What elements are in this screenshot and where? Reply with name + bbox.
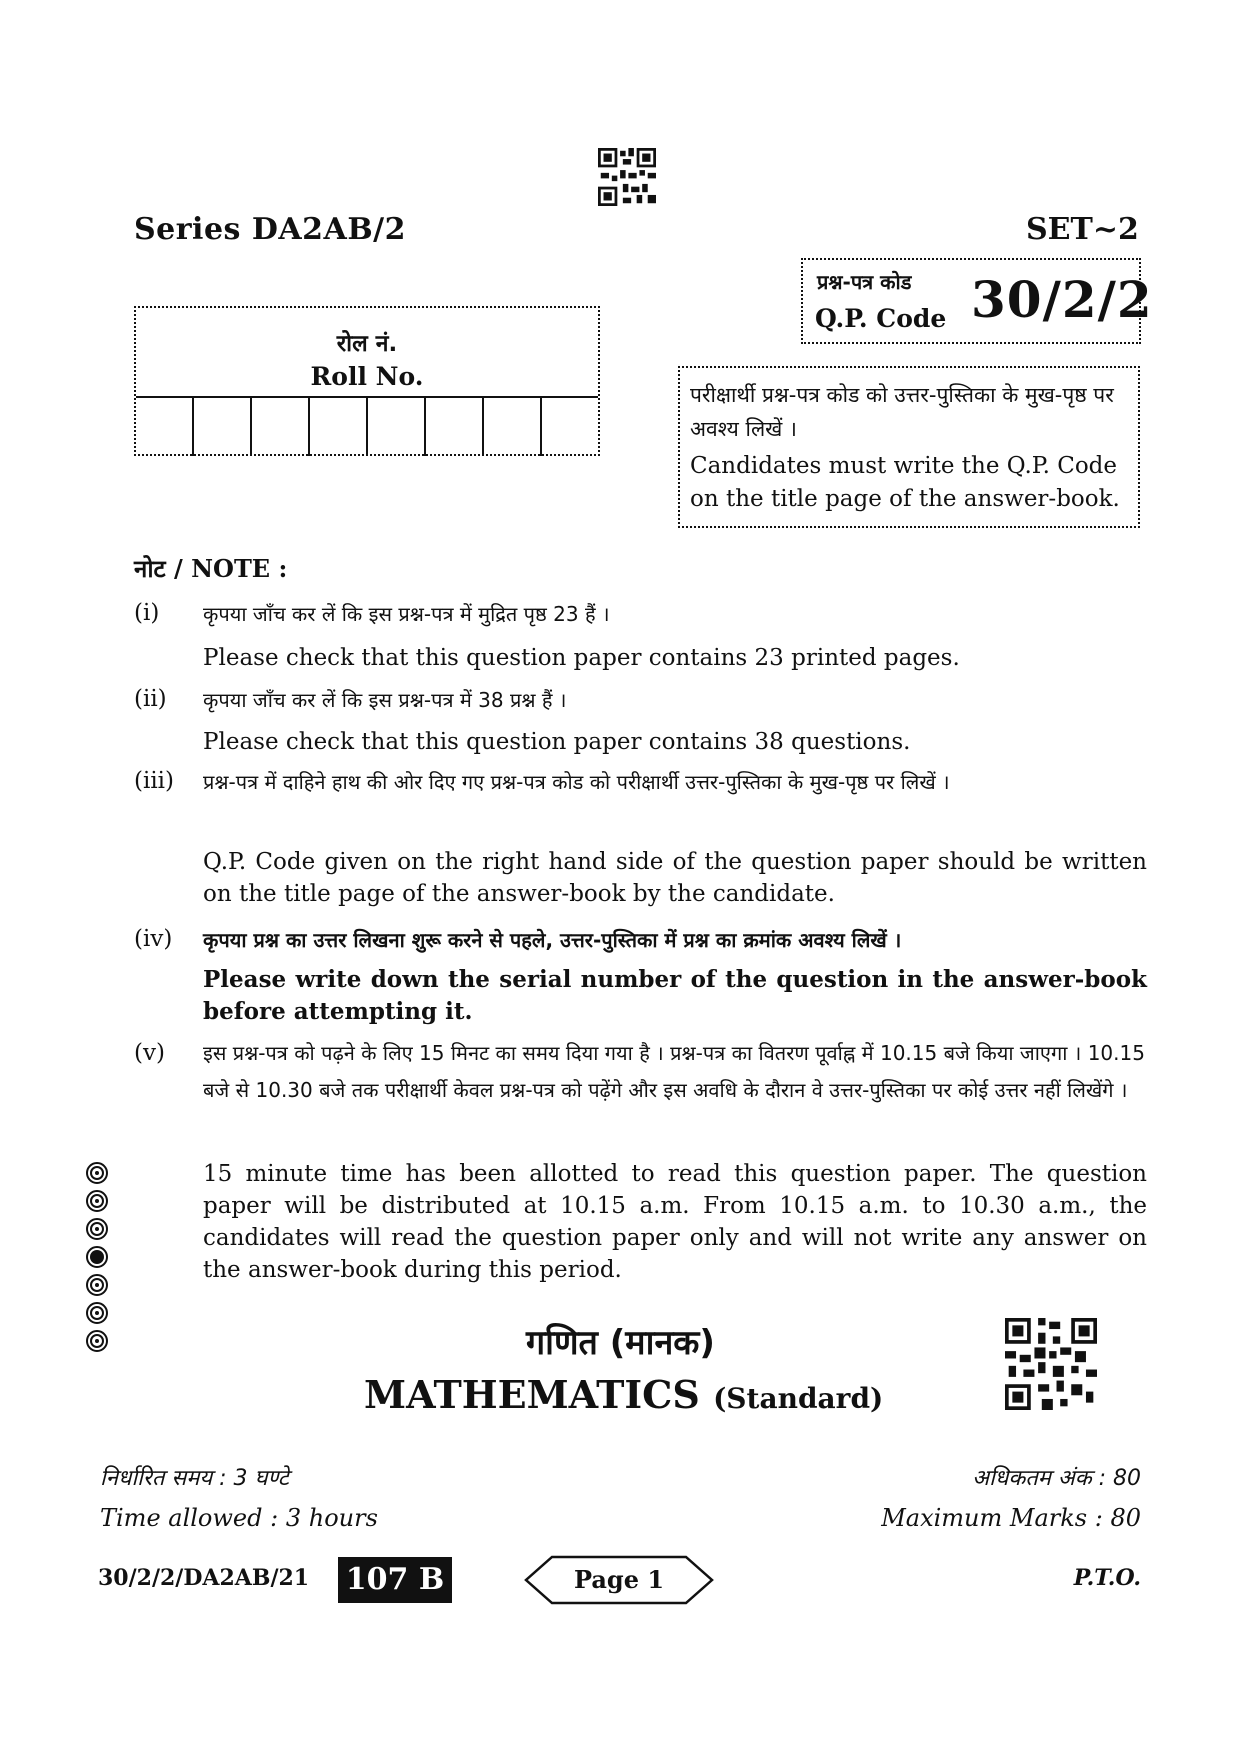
roll-label-en: Roll No. [310, 362, 424, 391]
note-item-en: 15 minute time has been allotted to read this question paper. The question paper will be distributed at 10.15 a.m. From 10.15 a.m. to 10.30 a.m., the candidates will read the question paper only and will not write any answer on the answer-book during this period. [203, 1161, 1147, 1283]
note-item-en: Q.P. Code given on the right hand side of the question paper should be written on the title page of the answer-book by the candidate. [203, 849, 1147, 907]
roll-cell[interactable] [194, 398, 252, 456]
roll-cell[interactable] [136, 398, 194, 456]
roll-cell[interactable] [252, 398, 310, 456]
qp-code-label-en: Q.P. Code [815, 304, 947, 333]
subject-sub: (Standard) [713, 1382, 884, 1415]
roll-number-cells [136, 396, 598, 456]
qr-code-top-icon [596, 148, 658, 206]
note-item-hi: कृपया प्रश्न का उत्तर लिखना शुरू करने से पहले, उत्तर-पुस्तिका में प्रश्न का क्रमांक अवश्य लिखें । [203, 928, 902, 952]
note-item-en: Please write down the serial number of the question in the answer-book before attempting it. [203, 966, 1147, 1025]
set-label: SET~2 [1026, 212, 1139, 247]
page-number-label: Page 1 [573, 1565, 665, 1594]
note-item-number: (iv) [134, 926, 173, 952]
roll-cell[interactable] [426, 398, 484, 456]
note-item-hi: प्रश्न-पत्र में दाहिने हाथ की ओर दिए गए प्रश्न-पत्र कोड को परीक्षार्थी उत्तर-पुस्तिका के मुख-पृष्ठ पर लिखें । [203, 770, 950, 794]
candidate-notice-hi: परीक्षार्थी प्रश्न-पत्र कोड को उत्तर-पुस्तिका के मुख-पृष्ठ पर अवश्य लिखें । [690, 383, 1114, 441]
filled-circle-icon [86, 1246, 108, 1268]
pto-label: P.T.O. [1073, 1565, 1141, 1591]
subject-title-en [364, 1372, 883, 1417]
paper-code-footer: 30/2/2/DA2AB/21 [98, 1565, 310, 1591]
paper-badge: 107 B [338, 1557, 452, 1603]
note-item-number: (i) [134, 600, 160, 626]
note-item-number: (ii) [134, 686, 167, 712]
roll-label-hi: रोल नं. [336, 331, 398, 357]
concentric-circle-icon [86, 1190, 108, 1212]
note-item-hi: कृपया जाँच कर लें कि इस प्रश्न-पत्र में मुद्रित पृष्ठ 23 हैं । [203, 602, 610, 626]
note-item-en: Please check that this question paper contains 38 questions. [203, 729, 911, 755]
concentric-circle-icon [86, 1162, 108, 1184]
roll-cell[interactable] [542, 398, 598, 456]
roll-cell[interactable] [368, 398, 426, 456]
time-allowed-hi: निर्धारित समय : 3 घण्टे [100, 1466, 289, 1491]
maximum-marks-en: Maximum Marks : 80 [881, 1504, 1141, 1532]
maximum-marks-hi: अधिकतम अंक : 80 [972, 1466, 1141, 1491]
qp-code-value: 30/2/2 [971, 270, 1153, 329]
note-item-number: (v) [134, 1040, 165, 1066]
qp-code-label-hi: प्रश्न-पत्र कोड [817, 270, 912, 294]
candidate-notice-box [678, 366, 1140, 528]
subject-main: MATHEMATICS [364, 1372, 700, 1417]
qr-code-icon [1003, 1318, 1099, 1410]
subject-title-hi: गणित (मानक) [526, 1323, 715, 1363]
roll-cell[interactable] [484, 398, 542, 456]
concentric-circle-icon [86, 1274, 108, 1296]
qp-code-box [801, 258, 1153, 344]
concentric-circle-icon [86, 1218, 108, 1240]
note-heading: नोट / NOTE : [134, 554, 288, 583]
note-item-en: Please check that this question paper contains 23 printed pages. [203, 645, 960, 671]
series-label: Series DA2AB/2 [134, 212, 407, 247]
note-item-hi: कृपया जाँच कर लें कि इस प्रश्न-पत्र में 38 प्रश्न हैं । [203, 688, 567, 712]
candidate-notice-en: Candidates must write the Q.P. Code on the title page of the answer-book. [690, 453, 1120, 512]
note-item-hi: इस प्रश्न-पत्र को पढ़ने के लिए 15 मिनट का समय दिया गया है । प्रश्न-पत्र का वितरण पूर्वाह्न में 10.15 बजे किया जाएगा । 10.15 बजे से 10.30 बजे तक परीक्षार्थी केवल प्रश्न-पत्र को पढ़ेंगे और इस अवधि के दौरान वे उत्तर-पुस्तिका पर कोई उत्तर नहीं लिखेंगे । [203, 1041, 1145, 1102]
roll-cell[interactable] [310, 398, 368, 456]
roll-number-box [134, 306, 600, 456]
note-item-number: (iii) [134, 768, 175, 794]
time-allowed-en: Time allowed : 3 hours [100, 1504, 378, 1532]
